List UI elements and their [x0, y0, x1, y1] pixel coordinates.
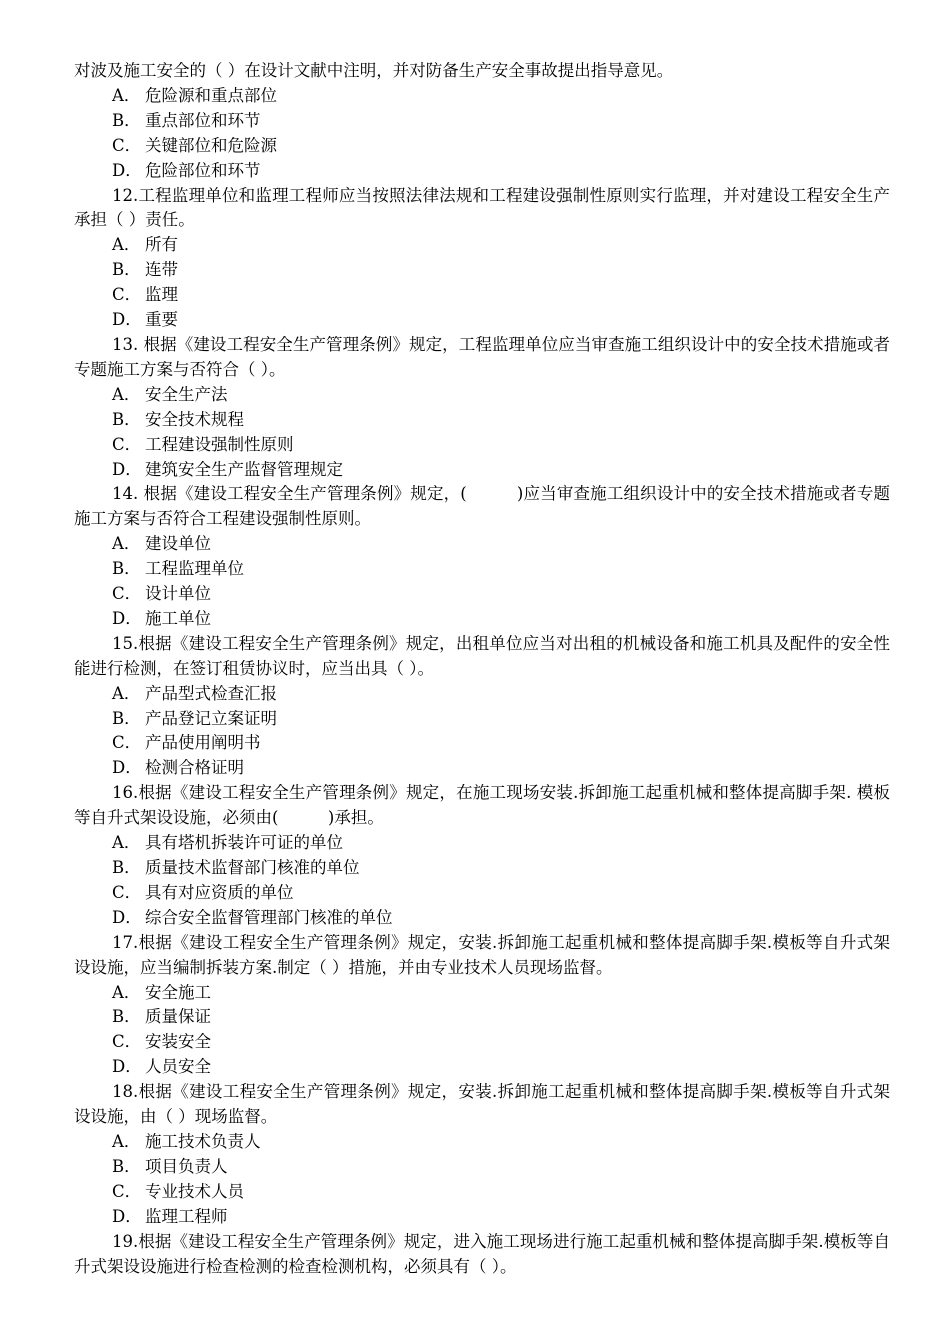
answer-option: [74, 258, 890, 283]
option-letter: C．: [112, 584, 142, 604]
option-letter: D．: [112, 608, 142, 628]
option-text: 人员安全: [145, 1057, 211, 1077]
option-text: 项目负责人: [145, 1156, 228, 1176]
answer-option: [74, 383, 890, 408]
option-text: 关键部位和危险源: [145, 135, 277, 155]
option-letter: D．: [112, 1057, 142, 1077]
option-text: 监理: [145, 285, 178, 305]
option-letter: D．: [112, 160, 142, 180]
answer-option: [74, 756, 890, 781]
question-block: [74, 482, 890, 631]
option-letter: C．: [112, 135, 142, 155]
option-text: 重要: [145, 310, 178, 330]
option-text: 施工技术负责人: [145, 1131, 261, 1151]
answer-option: [74, 532, 890, 557]
question-block: [74, 781, 890, 930]
option-text: 安装安全: [145, 1032, 211, 1052]
question-text: 17.根据《建设工程安全生产管理条例》规定，安装.拆卸施工起重机械和整体提高脚手架.模板等自升式架设设施，应当编制拆装方案.制定（ ）措施，并由专业技术人员现场监督。: [74, 932, 890, 977]
option-letter: A．: [112, 534, 141, 554]
option-letter: B．: [112, 260, 141, 280]
option-text: 设计单位: [145, 584, 211, 604]
lead-options: [74, 84, 890, 184]
option-text: 安全技术规程: [145, 409, 244, 429]
answer-option: [74, 159, 890, 184]
option-text: 安全施工: [145, 982, 211, 1002]
answer-option: [74, 1205, 890, 1230]
answer-option: [74, 84, 890, 109]
question-text: 12.工程监理单位和监理工程师应当按照法律法规和工程建设强制性原则实行监理，并对建设工程安全生产承担（ ）责任。: [74, 185, 890, 230]
option-letter: D．: [112, 907, 142, 927]
option-letter: A．: [112, 1131, 141, 1151]
option-letter: B．: [112, 409, 141, 429]
answer-option: [74, 1055, 890, 1080]
answer-option: [74, 283, 890, 308]
option-text: 连带: [145, 260, 178, 280]
option-text: 安全生产法: [145, 384, 228, 404]
option-text: 危险部位和环节: [145, 160, 261, 180]
answer-option: [74, 233, 890, 258]
option-letter: B．: [112, 110, 141, 130]
lead-question-text: 对波及施工安全的（ ）在设计文献中注明，并对防备生产安全事故提出指导意见。: [74, 61, 674, 80]
question-text: 18.根据《建设工程安全生产管理条例》规定，安装.拆卸施工起重机械和整体提高脚手架.模板等自升式架设设施，由（ ）现场监督。: [74, 1082, 890, 1127]
answer-option: [74, 109, 890, 134]
answer-option: [74, 731, 890, 756]
question-block: [74, 1230, 890, 1280]
question-list: [74, 184, 890, 1280]
option-text: 监理工程师: [145, 1206, 228, 1226]
option-text: 具有塔机拆装许可证的单位: [145, 833, 343, 853]
question-block: [74, 333, 890, 482]
option-text: 具有对应资质的单位: [145, 882, 294, 902]
option-text: 所有: [145, 235, 178, 255]
option-letter: D．: [112, 1206, 142, 1226]
option-letter: B．: [112, 559, 141, 579]
option-letter: B．: [112, 858, 141, 877]
answer-option: [74, 1180, 890, 1205]
option-letter: B．: [112, 1007, 141, 1027]
option-letter: D．: [112, 459, 142, 479]
option-text: 施工单位: [145, 608, 211, 628]
question-text: 15.根据《建设工程安全生产管理条例》规定，出租单位应当对出租的机械设备和施工机具及配件的安全性能进行检测，在签订租赁协议时，应当出具（ ）。: [74, 633, 890, 678]
option-text: 危险源和重点部位: [145, 85, 277, 105]
option-letter: D．: [112, 758, 142, 778]
answer-option: [74, 1155, 890, 1180]
answer-option: [74, 906, 890, 931]
answer-option: [74, 607, 890, 632]
option-text: 建筑安全生产监督管理规定: [145, 459, 343, 479]
option-letter: C．: [112, 882, 142, 902]
question-block: [74, 632, 890, 781]
option-letter: D．: [112, 310, 142, 330]
option-letter: A．: [112, 235, 141, 255]
option-letter: C．: [112, 434, 142, 454]
option-text: 质量保证: [145, 1007, 211, 1027]
option-text: 质量技术监督部门核准的单位: [145, 858, 360, 877]
question-text: 19.根据《建设工程安全生产管理条例》规定，进入施工现场进行施工起重机械和整体提高脚手架.模板等自升式架设设施进行检查检测的检查检测机构，必须具有（ ）。: [74, 1231, 890, 1276]
answer-option: [74, 831, 890, 856]
question-block: [74, 1080, 890, 1229]
option-letter: C．: [112, 733, 142, 753]
option-text: 产品型式检查汇报: [145, 683, 277, 703]
option-letter: C．: [112, 1181, 142, 1201]
option-text: 综合安全监督管理部门核准的单位: [145, 907, 393, 927]
answer-option: [74, 408, 890, 433]
answer-option: [74, 682, 890, 707]
answer-option: [74, 582, 890, 607]
option-text: 建设单位: [145, 534, 211, 554]
answer-option: [74, 856, 890, 881]
option-letter: A．: [112, 85, 141, 105]
option-letter: B．: [112, 708, 141, 728]
option-letter: C．: [112, 1032, 142, 1052]
option-text: 专业技术人员: [145, 1181, 244, 1201]
answer-option: [74, 981, 890, 1006]
question-block: [74, 184, 890, 333]
question-block: [74, 931, 890, 1080]
answer-option: [74, 308, 890, 333]
option-text: 重点部位和环节: [145, 110, 261, 130]
answer-option: [74, 707, 890, 732]
question-text: 14. 根据《建设工程安全生产管理条例》规定，( )应当审查施工组织设计中的安全技术措施或者专题施工方案与否符合工程建设强制性原则。: [74, 484, 890, 529]
option-letter: A．: [112, 833, 141, 853]
answer-option: [74, 1005, 890, 1030]
answer-option: [74, 433, 890, 458]
option-text: 产品使用阐明书: [145, 733, 261, 753]
option-text: 工程监理单位: [145, 559, 244, 579]
answer-option: [74, 557, 890, 582]
answer-option: [74, 1030, 890, 1055]
answer-option: [74, 881, 890, 906]
option-letter: B．: [112, 1156, 141, 1176]
question-text: 13. 根据《建设工程安全生产管理条例》规定，工程监理单位应当审查施工组织设计中的安全技术措施或者专题施工方案与否符合（ ）。: [74, 334, 890, 379]
option-letter: A．: [112, 982, 141, 1002]
answer-option: [74, 134, 890, 159]
option-letter: A．: [112, 384, 141, 404]
option-text: 检测合格证明: [145, 758, 244, 778]
answer-option: [74, 1130, 890, 1155]
option-text: 工程建设强制性原则: [145, 434, 294, 454]
question-text: 16.根据《建设工程安全生产管理条例》规定，在施工现场安装.拆卸施工起重机械和整体提高脚手架. 模板等自升式架设设施，必须由( )承担。: [74, 783, 890, 828]
answer-option: [74, 458, 890, 483]
option-text: 产品登记立案证明: [145, 708, 277, 728]
option-letter: C．: [112, 285, 142, 305]
option-letter: A．: [112, 683, 141, 703]
